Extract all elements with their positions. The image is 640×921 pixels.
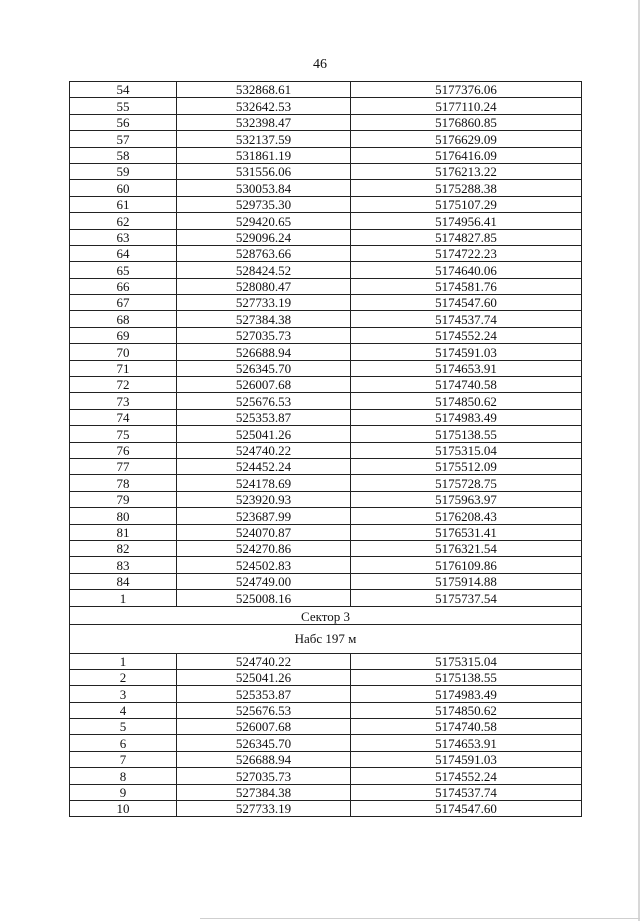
x-coordinate: 523687.99 <box>177 508 351 524</box>
x-coordinate: 524749.00 <box>177 573 351 589</box>
x-coordinate: 524070.87 <box>177 524 351 540</box>
y-coordinate: 5174653.91 <box>351 735 582 751</box>
y-coordinate: 5175512.09 <box>351 458 582 474</box>
y-coordinate: 5176629.09 <box>351 131 582 147</box>
table-row <box>70 557 582 573</box>
x-coordinate: 529420.65 <box>177 213 351 229</box>
x-coordinate: 532137.59 <box>177 131 351 147</box>
x-coordinate: 525008.16 <box>177 590 351 606</box>
table-row <box>70 295 582 311</box>
table-row <box>70 131 582 147</box>
table-row <box>70 768 582 784</box>
point-number: 79 <box>70 491 177 507</box>
x-coordinate: 529096.24 <box>177 229 351 245</box>
x-coordinate: 525676.53 <box>177 393 351 409</box>
point-number: 77 <box>70 458 177 474</box>
x-coordinate: 526688.94 <box>177 751 351 767</box>
point-number: 63 <box>70 229 177 245</box>
point-number: 7 <box>70 751 177 767</box>
x-coordinate: 531556.06 <box>177 163 351 179</box>
page-number: 46 <box>313 57 327 72</box>
y-coordinate: 5175138.55 <box>351 426 582 442</box>
table-row <box>70 163 582 179</box>
table-row <box>70 377 582 393</box>
table-row <box>70 719 582 735</box>
sector-height-row <box>70 624 582 653</box>
table-row <box>70 147 582 163</box>
point-number: 82 <box>70 540 177 556</box>
x-coordinate: 528080.47 <box>177 278 351 294</box>
point-number: 81 <box>70 524 177 540</box>
point-number: 64 <box>70 245 177 261</box>
table-row <box>70 686 582 702</box>
y-coordinate: 5175728.75 <box>351 475 582 491</box>
y-coordinate: 5176321.54 <box>351 540 582 556</box>
x-coordinate: 525353.87 <box>177 686 351 702</box>
x-coordinate: 525676.53 <box>177 702 351 718</box>
y-coordinate: 5174722.23 <box>351 245 582 261</box>
table-row <box>70 196 582 212</box>
y-coordinate: 5175315.04 <box>351 442 582 458</box>
table-row <box>70 262 582 278</box>
table-row <box>70 669 582 685</box>
point-number: 56 <box>70 114 177 130</box>
table-row <box>70 327 582 343</box>
table-row <box>70 114 582 130</box>
y-coordinate: 5176860.85 <box>351 114 582 130</box>
point-number: 61 <box>70 196 177 212</box>
point-number: 65 <box>70 262 177 278</box>
table-row <box>70 801 582 817</box>
x-coordinate: 532398.47 <box>177 114 351 130</box>
y-coordinate: 5175107.29 <box>351 196 582 212</box>
y-coordinate: 5174983.49 <box>351 686 582 702</box>
point-number: 4 <box>70 702 177 718</box>
y-coordinate: 5176416.09 <box>351 147 582 163</box>
point-number: 9 <box>70 784 177 800</box>
point-number: 67 <box>70 295 177 311</box>
point-number: 66 <box>70 278 177 294</box>
scan-edge-bottom <box>200 918 640 919</box>
point-number: 59 <box>70 163 177 179</box>
table-row <box>70 360 582 376</box>
coordinates-table-body-section-2 <box>70 653 582 817</box>
y-coordinate: 5175315.04 <box>351 653 582 669</box>
table-row <box>70 311 582 327</box>
table-row <box>70 82 582 98</box>
x-coordinate: 532642.53 <box>177 98 351 114</box>
point-number: 2 <box>70 669 177 685</box>
point-number: 74 <box>70 409 177 425</box>
point-number: 76 <box>70 442 177 458</box>
table-row <box>70 573 582 589</box>
x-coordinate: 532868.61 <box>177 82 351 98</box>
table-row <box>70 540 582 556</box>
point-number: 1 <box>70 590 177 606</box>
x-coordinate: 526345.70 <box>177 360 351 376</box>
table-row <box>70 245 582 261</box>
point-number: 80 <box>70 508 177 524</box>
point-number: 55 <box>70 98 177 114</box>
x-coordinate: 526007.68 <box>177 377 351 393</box>
x-coordinate: 526688.94 <box>177 344 351 360</box>
table-row <box>70 426 582 442</box>
table-row <box>70 702 582 718</box>
x-coordinate: 529735.30 <box>177 196 351 212</box>
point-number: 1 <box>70 653 177 669</box>
table-row <box>70 735 582 751</box>
point-number: 83 <box>70 557 177 573</box>
x-coordinate: 524740.22 <box>177 442 351 458</box>
y-coordinate: 5174552.24 <box>351 768 582 784</box>
table-row <box>70 491 582 507</box>
table-row <box>70 784 582 800</box>
table-row <box>70 590 582 606</box>
y-coordinate: 5176213.22 <box>351 163 582 179</box>
x-coordinate: 531861.19 <box>177 147 351 163</box>
y-coordinate: 5174640.06 <box>351 262 582 278</box>
y-coordinate: 5174740.58 <box>351 377 582 393</box>
point-number: 62 <box>70 213 177 229</box>
x-coordinate: 526007.68 <box>177 719 351 735</box>
coordinates-table <box>69 81 582 817</box>
sector-height-label: Набс 197 м <box>70 624 582 653</box>
table-row <box>70 344 582 360</box>
coordinates-table-body-section-1 <box>70 82 582 607</box>
sector-title-row <box>70 606 582 624</box>
y-coordinate: 5175914.88 <box>351 573 582 589</box>
y-coordinate: 5174547.60 <box>351 295 582 311</box>
x-coordinate: 525353.87 <box>177 409 351 425</box>
point-number: 60 <box>70 180 177 196</box>
table-row <box>70 393 582 409</box>
table-row <box>70 442 582 458</box>
table-row <box>70 98 582 114</box>
y-coordinate: 5174537.74 <box>351 311 582 327</box>
y-coordinate: 5174552.24 <box>351 327 582 343</box>
y-coordinate: 5177110.24 <box>351 98 582 114</box>
x-coordinate: 528763.66 <box>177 245 351 261</box>
table-row <box>70 458 582 474</box>
y-coordinate: 5175138.55 <box>351 669 582 685</box>
x-coordinate: 524178.69 <box>177 475 351 491</box>
y-coordinate: 5177376.06 <box>351 82 582 98</box>
y-coordinate: 5176208.43 <box>351 508 582 524</box>
x-coordinate: 527035.73 <box>177 327 351 343</box>
x-coordinate: 528424.52 <box>177 262 351 278</box>
table-row <box>70 180 582 196</box>
x-coordinate: 525041.26 <box>177 669 351 685</box>
point-number: 10 <box>70 801 177 817</box>
x-coordinate: 527733.19 <box>177 295 351 311</box>
y-coordinate: 5174850.62 <box>351 702 582 718</box>
table-row <box>70 213 582 229</box>
y-coordinate: 5174537.74 <box>351 784 582 800</box>
point-number: 73 <box>70 393 177 409</box>
y-coordinate: 5174850.62 <box>351 393 582 409</box>
point-number: 70 <box>70 344 177 360</box>
x-coordinate: 525041.26 <box>177 426 351 442</box>
table-row <box>70 751 582 767</box>
x-coordinate: 524452.24 <box>177 458 351 474</box>
x-coordinate: 523920.93 <box>177 491 351 507</box>
x-coordinate: 526345.70 <box>177 735 351 751</box>
point-number: 84 <box>70 573 177 589</box>
y-coordinate: 5174956.41 <box>351 213 582 229</box>
y-coordinate: 5174983.49 <box>351 409 582 425</box>
y-coordinate: 5175737.54 <box>351 590 582 606</box>
point-number: 69 <box>70 327 177 343</box>
point-number: 3 <box>70 686 177 702</box>
x-coordinate: 527733.19 <box>177 801 351 817</box>
x-coordinate: 524270.86 <box>177 540 351 556</box>
y-coordinate: 5174827.85 <box>351 229 582 245</box>
y-coordinate: 5175963.97 <box>351 491 582 507</box>
x-coordinate: 527384.38 <box>177 311 351 327</box>
y-coordinate: 5175288.38 <box>351 180 582 196</box>
table-row <box>70 524 582 540</box>
table-row <box>70 409 582 425</box>
table-row <box>70 475 582 491</box>
y-coordinate: 5174591.03 <box>351 751 582 767</box>
point-number: 57 <box>70 131 177 147</box>
table-row <box>70 653 582 669</box>
point-number: 78 <box>70 475 177 491</box>
y-coordinate: 5176531.41 <box>351 524 582 540</box>
y-coordinate: 5174653.91 <box>351 360 582 376</box>
point-number: 72 <box>70 377 177 393</box>
point-number: 75 <box>70 426 177 442</box>
point-number: 58 <box>70 147 177 163</box>
y-coordinate: 5174581.76 <box>351 278 582 294</box>
point-number: 8 <box>70 768 177 784</box>
x-coordinate: 524502.83 <box>177 557 351 573</box>
y-coordinate: 5176109.86 <box>351 557 582 573</box>
y-coordinate: 5174547.60 <box>351 801 582 817</box>
y-coordinate: 5174740.58 <box>351 719 582 735</box>
y-coordinate: 5174591.03 <box>351 344 582 360</box>
table-row <box>70 229 582 245</box>
sector-title: Сектор 3 <box>70 606 582 624</box>
point-number: 68 <box>70 311 177 327</box>
point-number: 71 <box>70 360 177 376</box>
x-coordinate: 527035.73 <box>177 768 351 784</box>
point-number: 54 <box>70 82 177 98</box>
x-coordinate: 524740.22 <box>177 653 351 669</box>
point-number: 6 <box>70 735 177 751</box>
table-row <box>70 508 582 524</box>
point-number: 5 <box>70 719 177 735</box>
table-row <box>70 278 582 294</box>
x-coordinate: 530053.84 <box>177 180 351 196</box>
x-coordinate: 527384.38 <box>177 784 351 800</box>
sector-header <box>70 606 582 653</box>
